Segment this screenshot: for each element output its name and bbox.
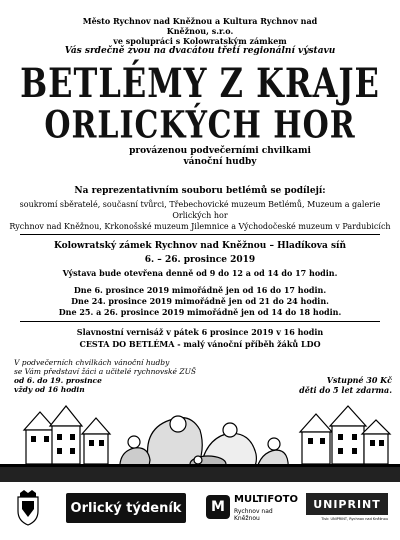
subtitle-line-1: provázenou podvečerními chvilkami (129, 146, 311, 156)
organizer-text (70, 16, 330, 46)
music-note-line-4: vždy od 16 hodin (14, 385, 85, 394)
special-hours-item: Dne 24. prosince 2019 mimořádně jen od 21 do 24 hodin. (71, 296, 329, 306)
sponsor-logos (0, 487, 400, 533)
divider-bottom (20, 321, 380, 322)
cesta-do-betlema: CESTA DO BETLÉMA - malý vánoční příběh žáků LDO (79, 339, 321, 349)
admission-price: Vstupné 30 Kč (326, 375, 392, 385)
collection-text (6, 199, 394, 232)
special-hours (20, 285, 380, 318)
uniprint-caption: Tisk: UNIPRINT, Rychnov nad Kněžnou (321, 517, 388, 521)
exhibition-dates: 6. – 26. prosince 2019 (144, 255, 256, 265)
collection-line-1: soukromí sběratelé, současní tvůrci, Třebechovické muzeum Betlémů, Muzeum a galerie Orlických hor (19, 200, 381, 220)
collection-heading: Na reprezentativním souboru betlémů se podílejí: (74, 186, 326, 196)
uniprint-logo: UNIPRINT (306, 493, 388, 515)
special-hours-item: Dne 25. a 26. prosince 2019 mimořádně jen od 14 do 18 hodin. (58, 307, 342, 317)
music-note (14, 358, 214, 394)
admission-children: děti do 5 let zdarma. (299, 385, 392, 395)
music-note-line-1: V podvečerních chvilkách vánoční hudby (14, 358, 170, 367)
nativity-illustration (0, 400, 400, 482)
organizer-line-1: Město Rychnov nad Kněžnou a Kultura Rychnov nad Kněžnou, s.r.o. (82, 16, 318, 36)
invitation-text: Vás srdečně zvou na dvacátou třetí regionální výstavu (64, 46, 336, 56)
title-line-2: ORLICKÝCH HOR (44, 103, 356, 148)
multifoto-logo (206, 493, 296, 525)
subtitle-line-2: vánoční hudby (183, 157, 257, 167)
orlicky-tydenik-logo: Orlický týdeník (66, 493, 186, 523)
music-note-line-2: se Vám představí žáci a učitelé rychnovské ZUŠ (14, 367, 197, 376)
title-line-1: BETLÉMY Z KRAJE (20, 59, 380, 107)
venue: Kolowratský zámek Rychnov nad Kněžnou – Hladíkova síň (53, 241, 347, 251)
organizer-line-2: ve spolupráci s Kolowratským zámkem (113, 36, 287, 46)
divider-top (20, 234, 380, 235)
town-crest-icon (14, 489, 42, 527)
collection-line-2: Rychnov nad Kněžnou, Krkonošské muzeum Jilemnice a Východočeské muzeum v Pardubicích (9, 222, 391, 231)
admission (292, 375, 392, 395)
special-hours-item: Dne 6. prosince 2019 mimořádně jen od 16 do 17 hodin. (73, 285, 327, 295)
music-note-line-3: od 6. do 19. prosince (14, 376, 102, 385)
subtitle (120, 146, 320, 168)
vernissage: Slavnostní vernisáž v pátek 6 prosince 2019 v 16 hodin (76, 327, 324, 337)
multifoto-city: Rychnov nad Kněžnou (234, 508, 273, 522)
multifoto-name: MULTIFOTO (234, 494, 298, 505)
multifoto-mark-icon: M (206, 495, 230, 519)
opening-hours: Výstava bude otevřena denně od 9 do 12 a od 14 do 17 hodin. (62, 268, 338, 278)
